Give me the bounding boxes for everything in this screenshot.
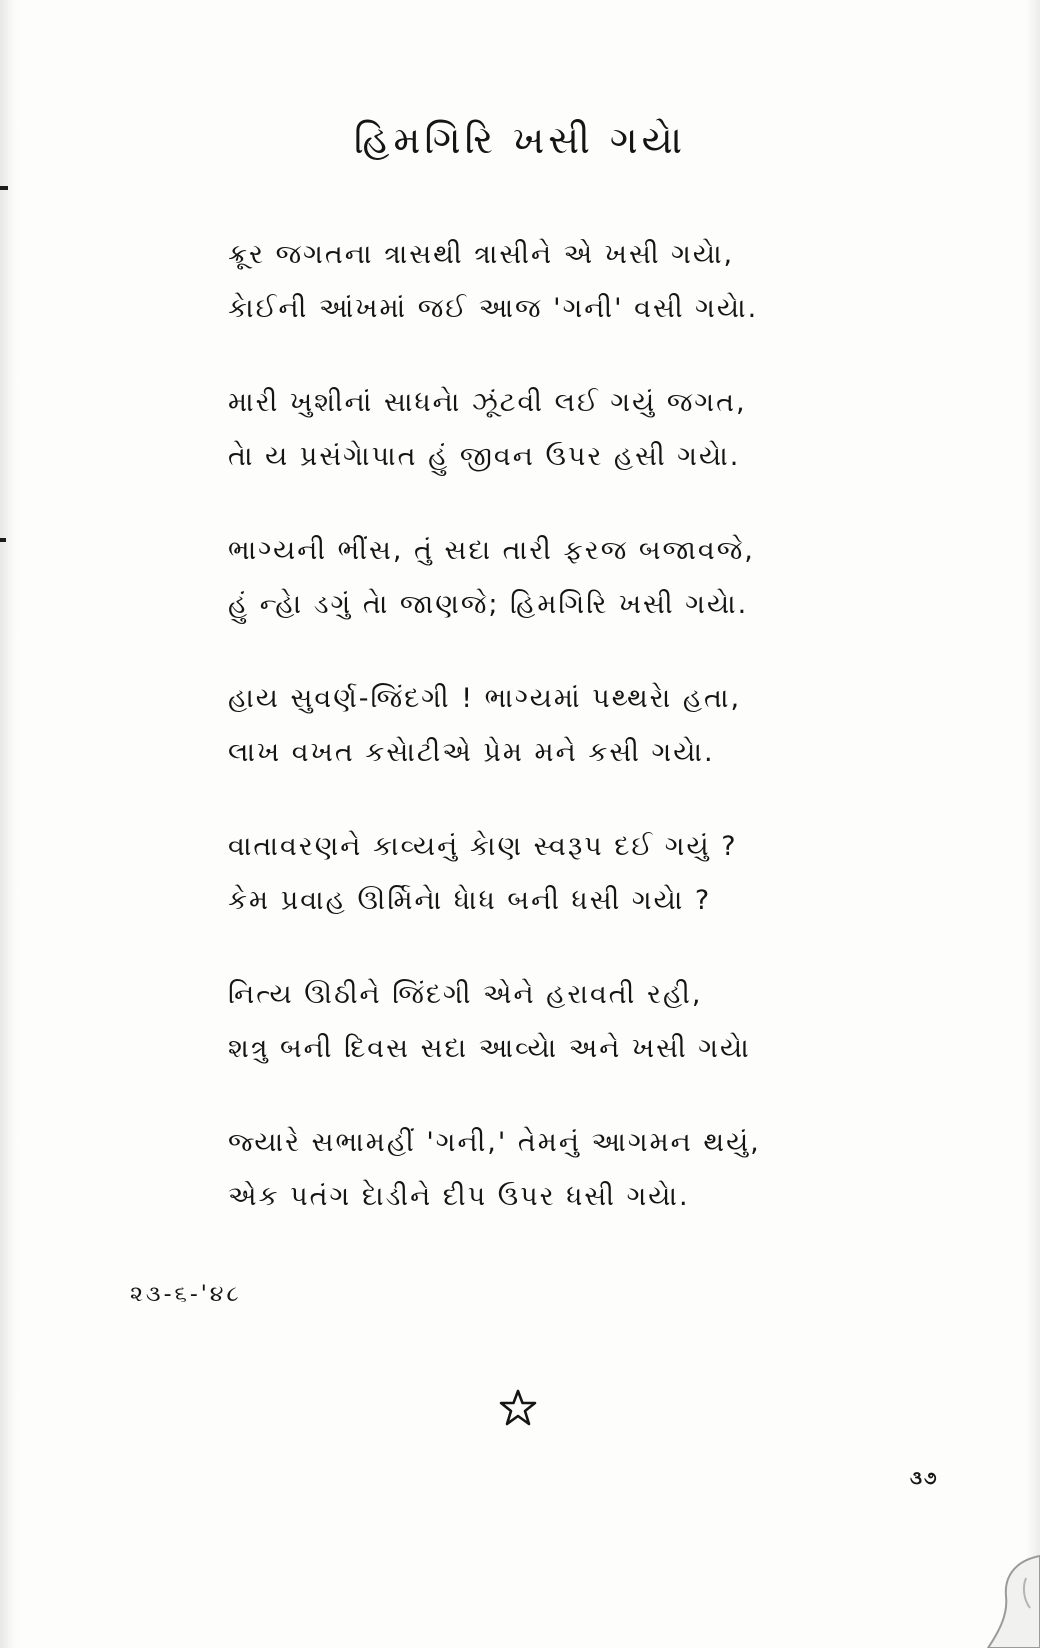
stanza xyxy=(228,820,818,928)
verse-line: શત્રુ બની દિવસ સદા આવ્યેા અને ખસી ગયેા xyxy=(228,1033,751,1064)
poem-date: ૨૩-૬-'૪૮ xyxy=(130,1282,242,1307)
verse-line: જ્યારે સભામહીં 'ગની,' તેમનું આગમન થયું, xyxy=(228,1127,761,1158)
verse-line: લાખ વખત કસેાટીએ પ્રેમ મને કસી ગયેા. xyxy=(228,737,715,768)
verse-line: કેાઈની આંખમાં જઈ આજ 'ગની' વસી ગયેા. xyxy=(228,293,759,324)
page-corner-curl xyxy=(930,1538,1040,1648)
verse-line: મારી ખુશીનાં સાધનેા ઝૂંટવી લઈ ગયું જગત, xyxy=(228,387,747,418)
verse-line: ભાગ્યની ભીંસ, તું સદા તારી ફરજ બજાવજે, xyxy=(228,535,755,566)
star-icon xyxy=(498,1388,538,1428)
page-left-edge-shadow xyxy=(0,0,18,1648)
verse-line: એક પતંગ દેાડીને દીપ ઉપર ધસી ગયેા. xyxy=(228,1181,690,1212)
poem-body xyxy=(228,228,818,1264)
scan-mark xyxy=(0,186,8,190)
stanza xyxy=(228,1116,818,1224)
stanza xyxy=(228,376,818,484)
verse-line: ક્રૂર જગતના ત્રાસથી ત્રાસીને એ ખસી ગયેા, xyxy=(228,239,735,270)
verse-line: હાય સુવર્ણ-જિંદગી ! ભાગ્યમાં પથ્થરેા હતા, xyxy=(228,683,742,714)
verse-line: કેમ પ્રવાહ ઊર્મિનેા ધેાધ બની ધસી ગયેા ? xyxy=(228,885,712,916)
stanza xyxy=(228,672,818,780)
stanza xyxy=(228,228,818,336)
verse-line: તેા ય પ્રસંગેાપાત હું જીવન ઉપર હસી ગયેા. xyxy=(228,441,741,472)
verse-line: નિત્ય ઊઠીને જિંદગી એને હરાવતી રહી, xyxy=(228,979,703,1010)
verse-line: હું ન્હેા ડગું તેા જાણજે; હિમગિરિ ખસી ગયેા. xyxy=(228,589,749,620)
verse-line: વાતાવરણને કાવ્યનું કેાણ સ્વરૂપ દઈ ગયું ? xyxy=(228,831,738,862)
page-number: ૩૭ xyxy=(910,1468,939,1489)
stanza xyxy=(228,968,818,1076)
poem-title: હિમગિરિ ખસી ગયેા xyxy=(353,118,687,162)
scan-mark xyxy=(0,538,6,542)
page-right-edge-shadow xyxy=(1026,0,1040,1648)
stanza xyxy=(228,524,818,632)
